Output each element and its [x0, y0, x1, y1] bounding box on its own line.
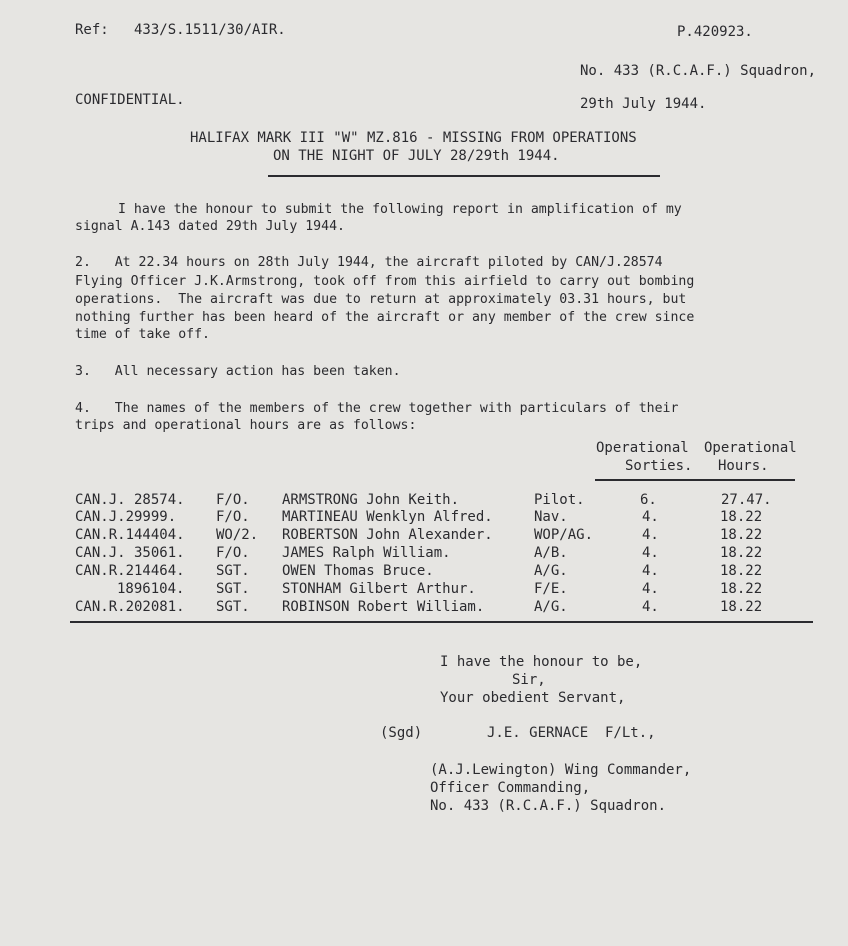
paragraph-2-line-2: Flying Officer J.K.Armstrong, took off from this airfield to carry out bombing	[75, 274, 695, 289]
paragraph-3: 3. All necessary action has been taken.	[75, 364, 401, 379]
crew-name: MARTINEAU Wenklyn Alfred.	[282, 509, 493, 525]
paragraph-1-line-2: signal A.143 dated 29th July 1944.	[75, 219, 345, 234]
closing-line-1: I have the honour to be,	[440, 654, 643, 670]
paragraph-2-line-3: operations. The aircraft was due to return at approximately 03.31 hours, but	[75, 292, 687, 307]
rank: SGT.	[216, 563, 250, 579]
rank: F/O.	[216, 509, 250, 525]
sorties-count: 4.	[642, 581, 659, 597]
service-number: CAN.R.202081.	[75, 599, 185, 615]
closing-salutation: Sir,	[512, 672, 546, 688]
sorties-header-line-1: Operational	[596, 440, 689, 456]
rank: F/O.	[216, 492, 250, 508]
operational-hours: 18.22	[720, 545, 763, 561]
crew-role: A/B.	[534, 545, 568, 561]
sorties-count: 4.	[642, 599, 659, 615]
paragraph-2-line-4: nothing further has been heard of the aircraft or any member of the crew since	[75, 310, 695, 325]
closing-line-3: Your obedient Servant,	[440, 690, 626, 706]
classification: CONFIDENTIAL.	[75, 92, 185, 108]
operational-hours: 18.22	[720, 509, 763, 525]
subject-line-1: HALIFAX MARK III "W" MZ.816 - MISSING FROM OPERATIONS	[190, 130, 637, 146]
p-number: P.420923.	[677, 24, 753, 40]
crew-role: A/G.	[534, 599, 568, 615]
operational-hours: 18.22	[720, 563, 763, 579]
signer-name: J.E. GERNACE F/Lt.,	[487, 725, 656, 741]
operational-hours: 27.47.	[721, 492, 772, 508]
sorties-count: 4.	[642, 545, 659, 561]
squadron-address: No. 433 (R.C.A.F.) Squadron,	[580, 63, 817, 79]
rank: F/O.	[216, 545, 250, 561]
table-header-rule	[595, 479, 795, 481]
paragraph-4-line-2: trips and operational hours are as follows:	[75, 418, 417, 433]
commander-unit: No. 433 (R.C.A.F.) Squadron.	[430, 798, 667, 814]
signed-marker: (Sgd)	[380, 725, 423, 741]
crew-name: STONHAM Gilbert Arthur.	[282, 581, 476, 597]
hours-header-line-2: Hours.	[718, 458, 769, 474]
service-number: CAN.J. 28574.	[75, 492, 185, 508]
crew-name: ROBINSON Robert William.	[282, 599, 485, 615]
operational-hours: 18.22	[720, 527, 763, 543]
rank: WO/2.	[216, 527, 259, 543]
subject-line-2: ON THE NIGHT OF JULY 28/29th 1944.	[273, 148, 560, 164]
sorties-header-line-2: Sorties.	[625, 458, 693, 474]
rank: SGT.	[216, 599, 250, 615]
crew-role: Pilot.	[534, 492, 585, 508]
commander-title: Officer Commanding,	[430, 780, 591, 796]
sorties-count: 4.	[642, 563, 659, 579]
service-number: CAN.J. 35061.	[75, 545, 185, 561]
sorties-count: 4.	[642, 527, 659, 543]
paragraph-2-line-5: time of take off.	[75, 327, 210, 342]
crew-role: A/G.	[534, 563, 568, 579]
crew-role: F/E.	[534, 581, 568, 597]
sorties-count: 6.	[640, 492, 657, 508]
crew-name: JAMES Ralph William.	[282, 545, 451, 561]
reference-number: Ref: 433/S.1511/30/AIR.	[75, 22, 286, 38]
crew-role: Nav.	[534, 509, 568, 525]
crew-name: OWEN Thomas Bruce.	[282, 563, 434, 579]
operational-hours: 18.22	[720, 581, 763, 597]
paragraph-4-line-1: 4. The names of the members of the crew together with particulars of their	[75, 401, 679, 416]
crew-name: ARMSTRONG John Keith.	[282, 492, 460, 508]
operational-hours: 18.22	[720, 599, 763, 615]
rank: SGT.	[216, 581, 250, 597]
service-number: CAN.R.144404.	[75, 527, 185, 543]
subject-underline	[268, 175, 660, 177]
letter-date: 29th July 1944.	[580, 96, 707, 112]
service-number: 1896104.	[117, 581, 185, 597]
table-bottom-rule	[70, 621, 813, 623]
crew-role: WOP/AG.	[534, 527, 594, 543]
hours-header-line-1: Operational	[704, 440, 797, 456]
sorties-count: 4.	[642, 509, 659, 525]
crew-name: ROBERTSON John Alexander.	[282, 527, 493, 543]
paragraph-2-line-1: 2. At 22.34 hours on 28th July 1944, the aircraft piloted by CAN/J.28574	[75, 255, 663, 270]
service-number: CAN.J.29999.	[75, 509, 177, 525]
commander-name: (A.J.Lewington) Wing Commander,	[430, 762, 692, 778]
service-number: CAN.R.214464.	[75, 563, 185, 579]
paragraph-1-line-1: I have the honour to submit the following report in amplification of my	[118, 202, 682, 217]
